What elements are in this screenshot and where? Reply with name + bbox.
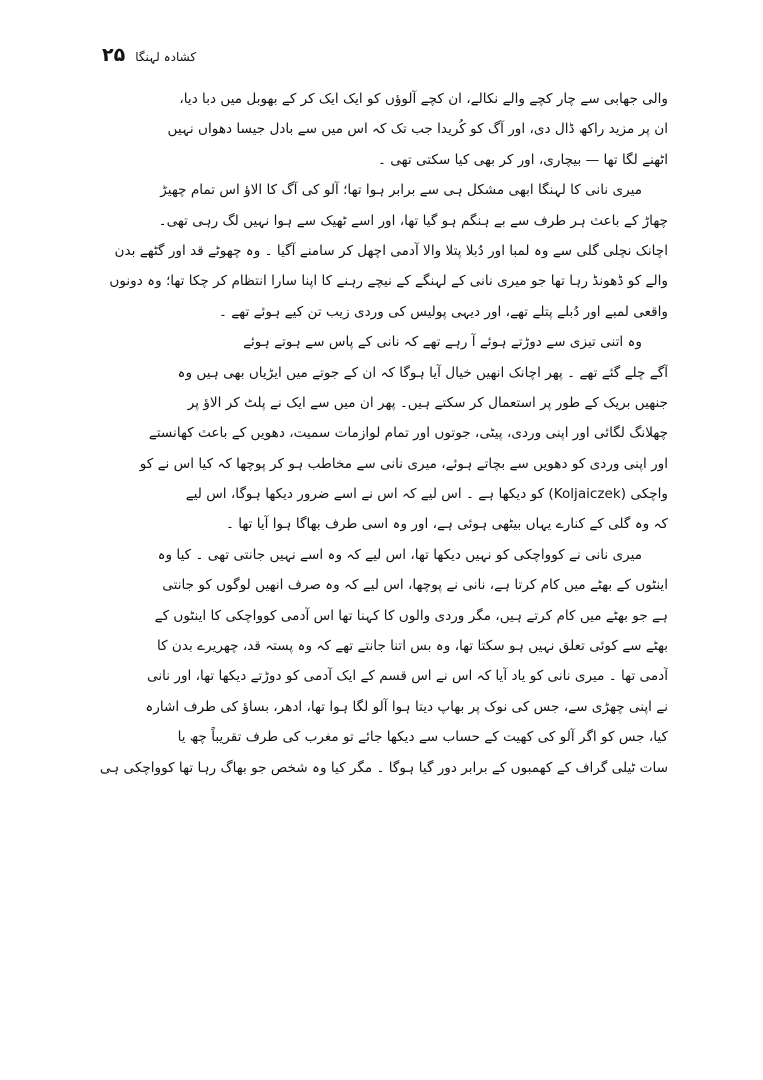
- text-line: چھلانگ لگائی اور اپنی وردی، پیٹی، جوتوں اور تمام لوازمات سمیت، دھویں کے باعث کھانستے: [148, 425, 668, 442]
- running-header: [102, 40, 196, 70]
- text-line: واچکی (Koljaiczek) کو دیکھا ہے ۔ اس لیے کہ اس نے اسے ضرور دیکھا ہوگا، اس لیے: [185, 486, 668, 503]
- text-line: اٹھنے لگا تھا — بیچاری، اور کر بھی کیا سکتی تھی ۔: [377, 151, 668, 168]
- body-text: [95, 84, 668, 783]
- text-line: آدمی تھا ۔ میری نانی کو یاد آیا کہ اس نے اس قسم کے ایک آدمی کو دوڑتے دیکھا تھا، اور نانی: [147, 668, 668, 685]
- text-line: چھاڑ کے باعث ہر طرف سے بے ہنگم ہو گیا تھا، اور اسے ٹھیک سے ہوا نہیں لگ رہی تھی۔: [158, 212, 668, 229]
- page-number: ۲۵: [102, 44, 126, 66]
- text-line: والے کو ڈھونڈ رہا تھا جو میری نانی کے لہنگے کے نیچے رہنے کا اپنا سارا انتظام کر چکا تھا؛ وہ دونوں: [109, 273, 668, 290]
- text-line: اینٹوں کے بھٹے میں کام کرتا ہے، نانی نے پوچھا، اس لیے کہ وہ صرف انھیں لوگوں کو جانتی: [162, 577, 668, 594]
- text-line: کیا، جس کو اگر آلو کی کھیت کے حساب سے دیکھا جائے تو مغرب کی طرف تقریباً چھ یا: [177, 729, 668, 746]
- paragraph-start-line: میری نانی کا لہنگا ابھی مشکل ہی سے برابر ہوا تھا؛ آلو کی آگ کا الاؤ اس تمام چھیڑ: [160, 182, 642, 199]
- text-line: ہے جو بھٹے میں کام کرتے ہیں، مگر وردی والوں کا کہنا تھا اس آدمی کوواچکی کا اینٹوں کے: [154, 607, 668, 624]
- text-line: اور اپنی وردی کو دھویں سے بچاتے ہوئے، میری نانی سے مخاطب ہو کر پوچھا کہ کیا اس نے کو: [139, 455, 668, 472]
- text-line: کہ وہ گلی کے کنارے یہاں بیٹھی ہوئی ہے، اور وہ اسی طرف بھاگا ہوا آیا تھا ۔: [225, 516, 668, 533]
- text-line: ان پر مزید راکھ ڈال دی، اور آگ کو کُریدا جب تک کہ اس میں سے بادل جیسا دھواں نہیں: [167, 121, 668, 138]
- text-line: والی جھابی سے چار کچے والے نکالے، ان کچے آلوؤں کو ایک ایک کر کے بھوبل میں دبا دیا،: [179, 91, 668, 107]
- text-line: واقعی لمبے اور دُبلے پتلے تھے، اور دیہی پولیس کی وردی زیب تن کیے ہوئے تھے ۔: [218, 303, 668, 320]
- text-line: نے اپنی چھڑی سے، جس کی نوک پر بھاپ دیتا ہوا آلو لگا ہوا تھا، ادھر، بساؤ کی طرف اشارہ: [145, 698, 668, 715]
- paragraph-start-line: میری نانی نے کوواچکی کو نہیں دیکھا تھا، اس لیے کہ وہ اسے نہیں جانتی تھی ۔ کیا وہ: [157, 546, 642, 563]
- text-line: جنھیں بریک کے طور پر استعمال کر سکتے ہیں۔ پھر ان میں سے ایک نے پلٹ کر الاؤ پر: [187, 394, 668, 411]
- text-line: آگے چلے گئے تھے ۔ پھر اچانک انھیں خیال آیا ہوگا کہ ان کے جوتے میں ایڑیاں بھی ہیں وہ: [177, 364, 668, 381]
- book-title: کشادہ لہنگا: [135, 50, 197, 64]
- text-line: سات ٹیلی گراف کے کھمبوں کے برابر دور گیا ہوگا ۔ مگر کیا وہ شخص جو بھاگ رہا تھا کوواچکی ہی: [99, 759, 668, 776]
- text-line: بھٹے سے کوئی تعلق نہیں ہو سکتا تھا، وہ بس اتنا جانتے تھے کہ وہ پستہ قد، چھریرے بدن کا: [156, 638, 668, 655]
- text-line: اچانک نچلی گلی سے وہ لمبا اور دُبلا پتلا والا آدمی اچھل کر سامنے آگیا ۔ وہ چھوٹے قد اور گٹھے بدن: [114, 242, 668, 259]
- paragraph-start-line: وہ اتنی تیزی سے دوڑتے ہوئے آ رہے تھے کہ نانی کے پاس سے ہوتے ہوئے: [243, 334, 642, 351]
